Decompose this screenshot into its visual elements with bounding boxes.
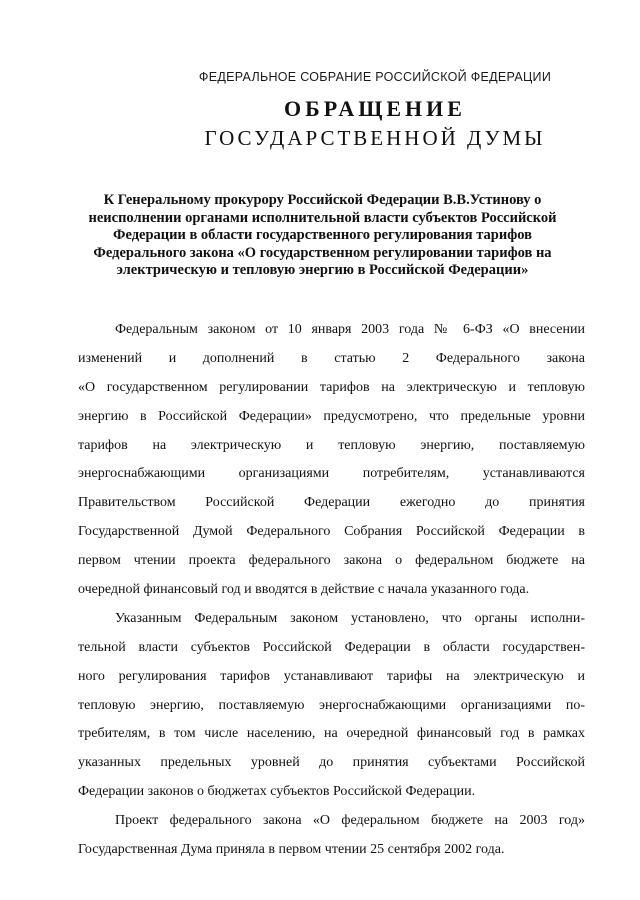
paragraph-1 [78,316,585,605]
paragraph-3 [78,807,585,865]
body-line: Федерации законов о бюджетах субъектов Российской Федерации. [78,784,476,800]
body-line: очередной финансовый год и вводятся в действие с начала указанного года. [78,582,530,598]
body-line: изменений и дополнений в статью 2 Федерального закона [78,350,585,366]
body-line: тарифов на электрическую и тепловую энергию, поставляемую [78,437,585,453]
body-line: Указанным Федеральным законом установлено, что органы исполни- [115,610,585,626]
heading-line: неисполнении органами исполнительной власти субъектов Российской [88,209,557,226]
body-line: тельной власти субъектов Российской Федерации в области государствен- [78,639,585,655]
heading-line: электрическую и тепловую энергию в Российской Федерации» [116,262,529,278]
document-body [78,316,585,865]
body-line: Правительством Российской Федерации ежегодно до принятия [78,495,585,511]
body-line: ного регулирования тарифов устанавливают тарифы на электрическую и [78,668,585,684]
body-line: энергоснабжающими организациями потребителям, устанавливаются [78,466,585,482]
assembly-header: ФЕДЕРАЛЬНОЕ СОБРАНИЕ РОССИЙСКОЙ ФЕДЕРАЦИИ [198,70,552,84]
body-line: указанных предельных уровней до принятия субъектами Российской [78,755,585,771]
body-line: Проект федерального закона «О федеральном бюджете на 2003 год» [115,813,585,829]
heading-line: Федерации в области государственного регулирования тарифов [113,227,532,243]
document-heading [60,192,585,280]
body-line: Государственной Думой Федерального Собрания Российской Федерации в [78,524,585,540]
body-line: Федеральным законом от 10 января 2003 года № 6-ФЗ «О внесении [115,322,585,337]
document-issuer-title: ГОСУДАРСТВЕННОЙ ДУМЫ [204,126,546,150]
body-line: энергию в Российской Федерации» предусмотрено, что предельные уровни [78,408,585,424]
heading-line: Федерального закона «О государственном регулировании тарифов на [93,244,552,261]
body-line: «О государственном регулировании тарифов на электрическую и тепловую [78,379,585,395]
body-line: первом чтении проекта федерального закона о федеральном бюджете на [78,553,585,569]
body-line: тепловую энергию, поставляемую энергоснабжающими организациями по- [78,697,585,713]
heading-line: К Генеральному прокурору Российской Федерации В.В.Устинову о [103,192,542,208]
paragraph-2 [78,605,585,807]
body-line: требителям, в том числе населению, на очередной финансовый год в рамках [78,726,585,742]
document-type-title: ОБРАЩЕНИЕ [284,96,466,121]
body-line: Государственная Дума приняла в первом чтении 25 сентября 2002 года. [78,842,505,858]
